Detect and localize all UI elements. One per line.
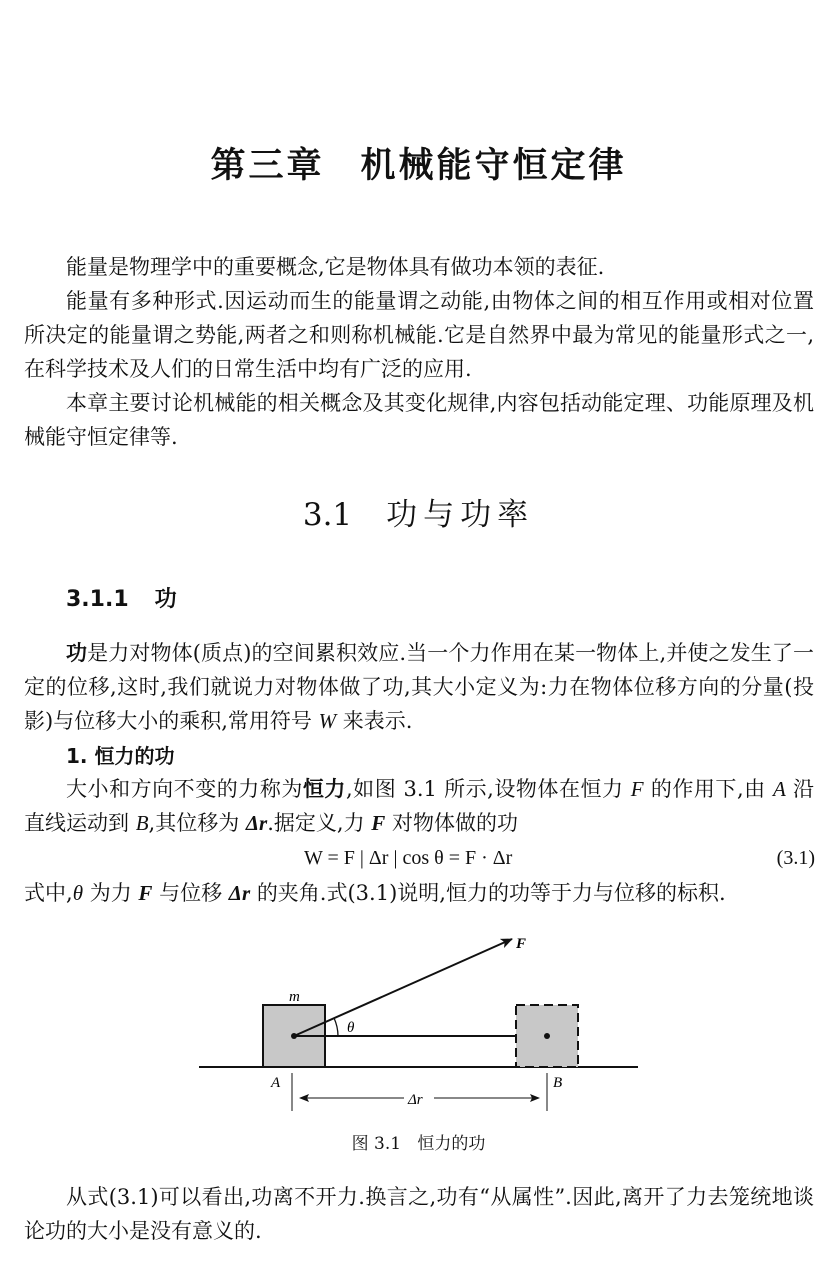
subsection-heading (66, 582, 177, 613)
force-vector-symbol: F (371, 811, 386, 835)
item-title: 恒力的功 (94, 744, 175, 768)
item-number: 1 (66, 744, 80, 768)
figure-caption-text: 恒力的功 (417, 1134, 486, 1154)
chapter-number: 第三章 (210, 146, 325, 186)
section-number: 3.1 (302, 497, 353, 533)
angle-label: θ (347, 1020, 355, 1036)
mass-label: m (289, 989, 300, 1005)
subsection-number: 3.1.1 (66, 587, 129, 612)
work-definition-paragraph (24, 636, 814, 738)
equation-explanation (24, 876, 814, 910)
text-run: 沿直线运动到 (24, 777, 814, 835)
intro-paragraph-3: 本章主要讨论机械能的相关概念及其变化规律,内容包括动能定理、功能原理及机械能守恒定律等. (24, 391, 814, 449)
force-arrow (294, 939, 512, 1036)
intro-paragraph-2: 能量有多种形式.因运动而生的能量谓之动能,由物体之间的相互作用或相对位置所决定的能量谓之势能,两者之和则称机械能.它是自然界中最为常见的能量形式之一,在科学技术及人们的日常生活中均有广泛的应用. (24, 289, 814, 381)
displacement-label: Δr (408, 1092, 423, 1108)
point-a-label: A (271, 1075, 281, 1091)
constant-force-paragraph (24, 772, 814, 840)
chapter-title: 机械能守恒定律 (360, 146, 627, 186)
work-term: 功 (66, 640, 88, 665)
force-label: F (516, 936, 527, 952)
text-run: 的作用下,由 (650, 777, 766, 801)
section-title: 功与功率 (386, 497, 535, 533)
figure-caption (0, 1129, 837, 1154)
constant-force-figure (0, 925, 837, 1125)
text-run: 为力 (89, 881, 132, 905)
text-run: 对物体做的功 (391, 811, 518, 835)
subsection-title: 功 (154, 587, 177, 612)
item-heading: 1. 恒力的功 (66, 744, 175, 768)
point-b-label: B (553, 1075, 563, 1091)
equation-formula: W = F | Δr | cos θ = F · Δr (304, 847, 513, 869)
block-b-center (544, 1033, 550, 1039)
intro-paragraph-1: 能量是物理学中的重要概念,它是物体具有做功本领的表征. (66, 255, 605, 279)
text-run: .据定义,力 (267, 811, 365, 835)
equation-number: (3.1) (776, 847, 815, 869)
work-definition-text: 是力对物体(质点)的空间累积效应.当一个力作用在某一物体上,并使之发生了一定的位移,这时,我们就说力对物体做了功,其大小定义为:力在物体位移方向的分量(投影)与位移大小的乘积,常用符号 (24, 641, 815, 733)
text-run: ,如图 3.1 所示,设物体在恒力 (345, 777, 624, 801)
point-a-symbol: A (772, 777, 786, 801)
closing-paragraph: 从式(3.1)可以看出,功离不开力.换言之,功有“从属性”.因此,离开了力去笼统地谈论功的大小是没有意义的. (24, 1185, 814, 1243)
text-run: ,其位移为 (148, 811, 240, 835)
displacement-symbol: Δr (228, 881, 251, 905)
text-run: 式中, (24, 881, 73, 905)
work-symbol: W (318, 709, 337, 733)
figure-number: 图 3.1 (351, 1134, 402, 1154)
force-vector-symbol: F (138, 881, 153, 905)
work-definition-end: 来表示. (342, 709, 413, 733)
displacement-symbol: Δr (245, 811, 268, 835)
point-b-symbol: B (135, 811, 149, 835)
text-run: 与位移 (159, 881, 223, 905)
section-heading (0, 489, 837, 534)
theta-symbol: θ (72, 881, 84, 905)
angle-arc (334, 1018, 338, 1036)
text-run: 的夹角.式(3.1)说明,恒力的功等于力与位移的标积. (256, 881, 726, 905)
constant-force-term: 恒力 (302, 776, 346, 801)
text-run: 大小和方向不变的力称为 (66, 777, 303, 801)
chapter-heading (0, 138, 837, 188)
force-symbol: F (630, 777, 644, 801)
